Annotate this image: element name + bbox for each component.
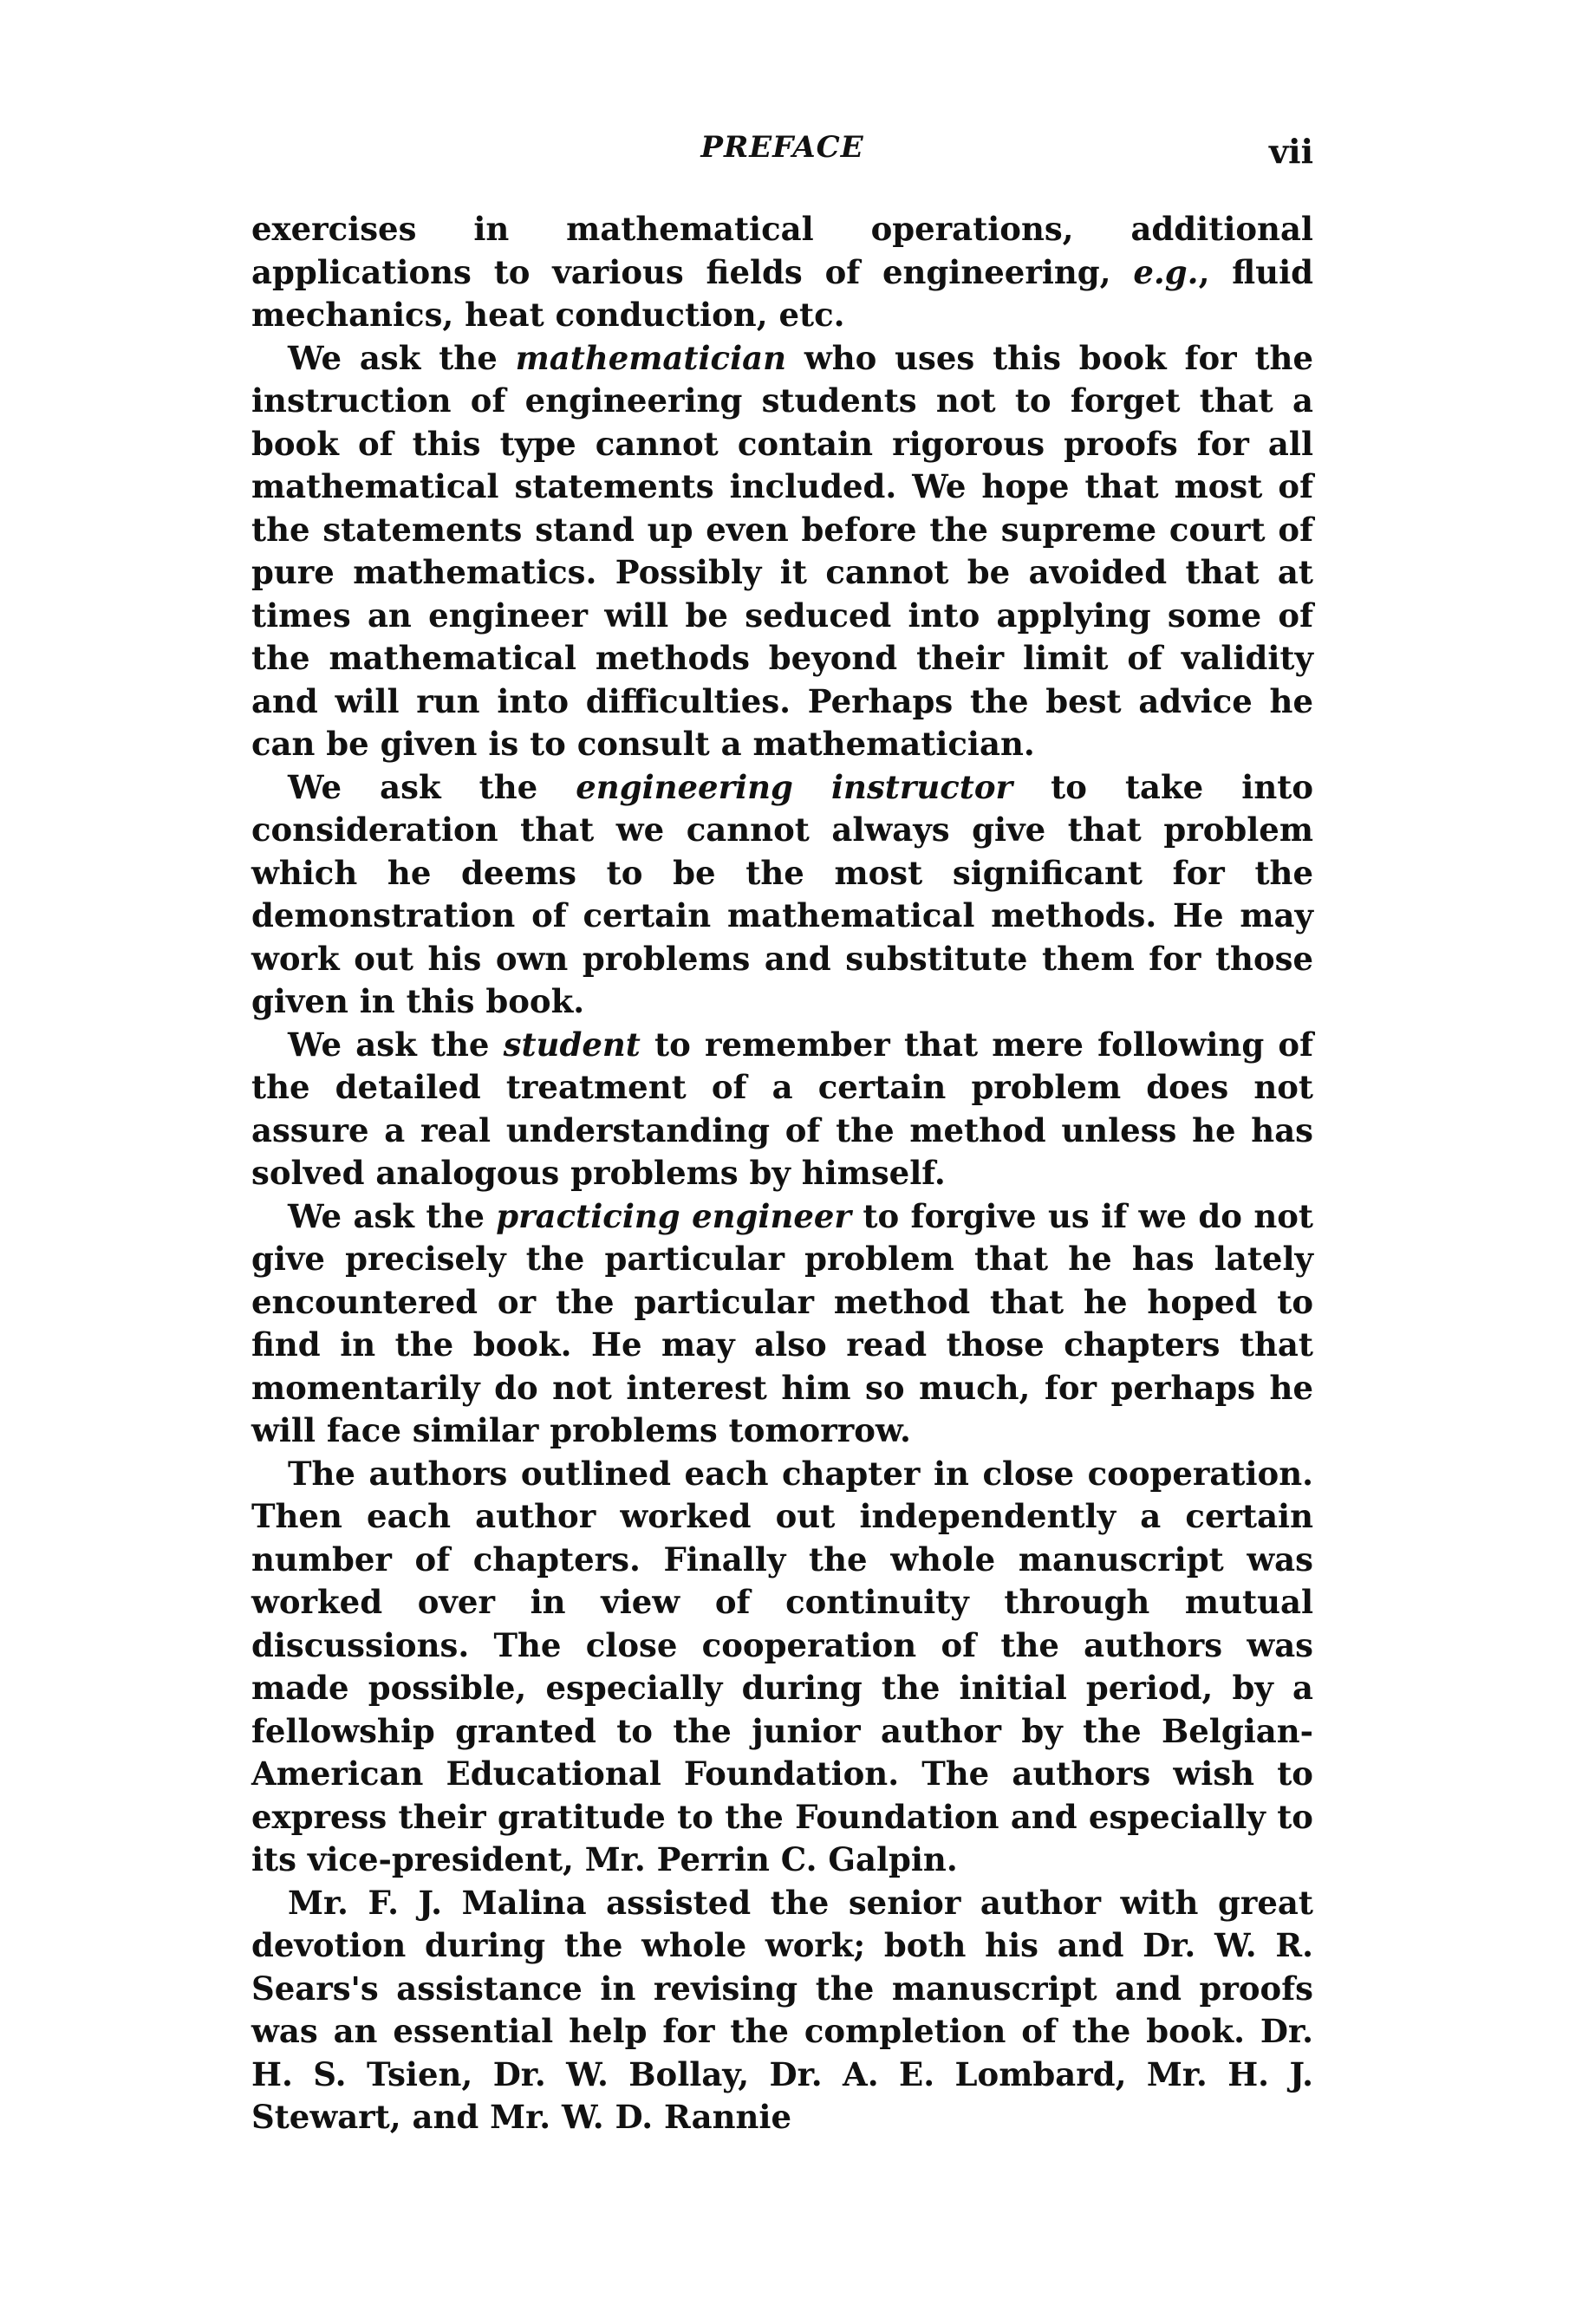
- text-run: exercises in mathematical operations, additional applications to various fields of engineering,: [251, 210, 1313, 291]
- text-run: to remember that mere following of the detailed treatment of a certain problem does not assure a real understanding of the method unless he has solved analogous problems by himself.: [251, 1025, 1313, 1192]
- text-run-italic: engineering instructor: [576, 767, 1013, 806]
- text-run-italic: practicing engineer: [496, 1196, 851, 1235]
- text-run: We ask the: [288, 338, 516, 377]
- page-number: vii: [1269, 132, 1313, 171]
- text-run: to take into consideration that we cannot always give that problem which he deems to be the most significant for the demonstration of certain mathematical methods. He may work out his own problems and substitute them for those given in this book.: [251, 767, 1313, 1020]
- text-run: We ask the: [288, 1025, 504, 1064]
- paragraph-authors: [251, 1453, 1313, 1882]
- paragraph-student: [251, 1024, 1313, 1195]
- text-run-italic: student: [503, 1025, 641, 1064]
- text-run: We ask the: [288, 1196, 497, 1235]
- text-run: The authors outlined each chapter in close cooperation. Then each author worked out independently a certain number of chapters. Finally the whole manuscript was worked over in view of continuity through mutual discussions. The close cooperation of the authors was made possible, especially during the initial period, by a fellowship granted to the junior author by the Belgian-American Educational Foundation. The authors wish to express their gratitude to the Foundation and especially to its vice-president, Mr. Perrin C. Galpin.: [251, 1454, 1313, 1878]
- body-text: [251, 208, 1313, 2139]
- text-run: Mr. F. J. Malina assisted the senior author with great devotion during the whole work; both his and Dr. W. R. Sears's assistance in revising the manuscript and proofs was an essential help for the completion of the book. Dr. H. S. Tsien, Dr. W. Bollay, Dr. A. E. Lombard, Mr. H. J. Stewart, and Mr. W. D. Rannie: [251, 1883, 1313, 2136]
- paragraph-acknowledgements: [251, 1882, 1313, 2139]
- running-title: PREFACE: [700, 130, 864, 165]
- text-run: We ask the: [288, 767, 576, 806]
- paragraph-continuation: [251, 208, 1313, 337]
- running-head: [251, 130, 1313, 182]
- text-run-italic: e.g.: [1133, 252, 1199, 291]
- text-run-italic: mathematician: [515, 338, 786, 377]
- text-run: , fluid mechanics, heat conduction, etc.: [251, 252, 1313, 334]
- text-run: who uses this book for the instruction of engineering students not to forget that a book of this type cannot contain rigorous proofs for all mathematical statements included. We hope that most of the statements stand up even before the supreme court of pure mathematics. Possibly it cannot be avoided that at times an engineer will be seduced into applying some of the mathematical methods beyond their limit of validity and will run into difficulties. Perhaps the best advice he can be given is to consult a mathematician.: [251, 338, 1313, 763]
- paragraph-practicing-engineer: [251, 1195, 1313, 1453]
- paragraph-engineering-instructor: [251, 766, 1313, 1024]
- paragraph-mathematician: [251, 337, 1313, 766]
- text-run: to forgive us if we do not give precisely the particular problem that he has lately encountered or the particular method that he hoped to find in the book. He may also read those chapters that momentarily do not interest him so much, for perhaps he will face similar problems tomorrow.: [251, 1196, 1313, 1449]
